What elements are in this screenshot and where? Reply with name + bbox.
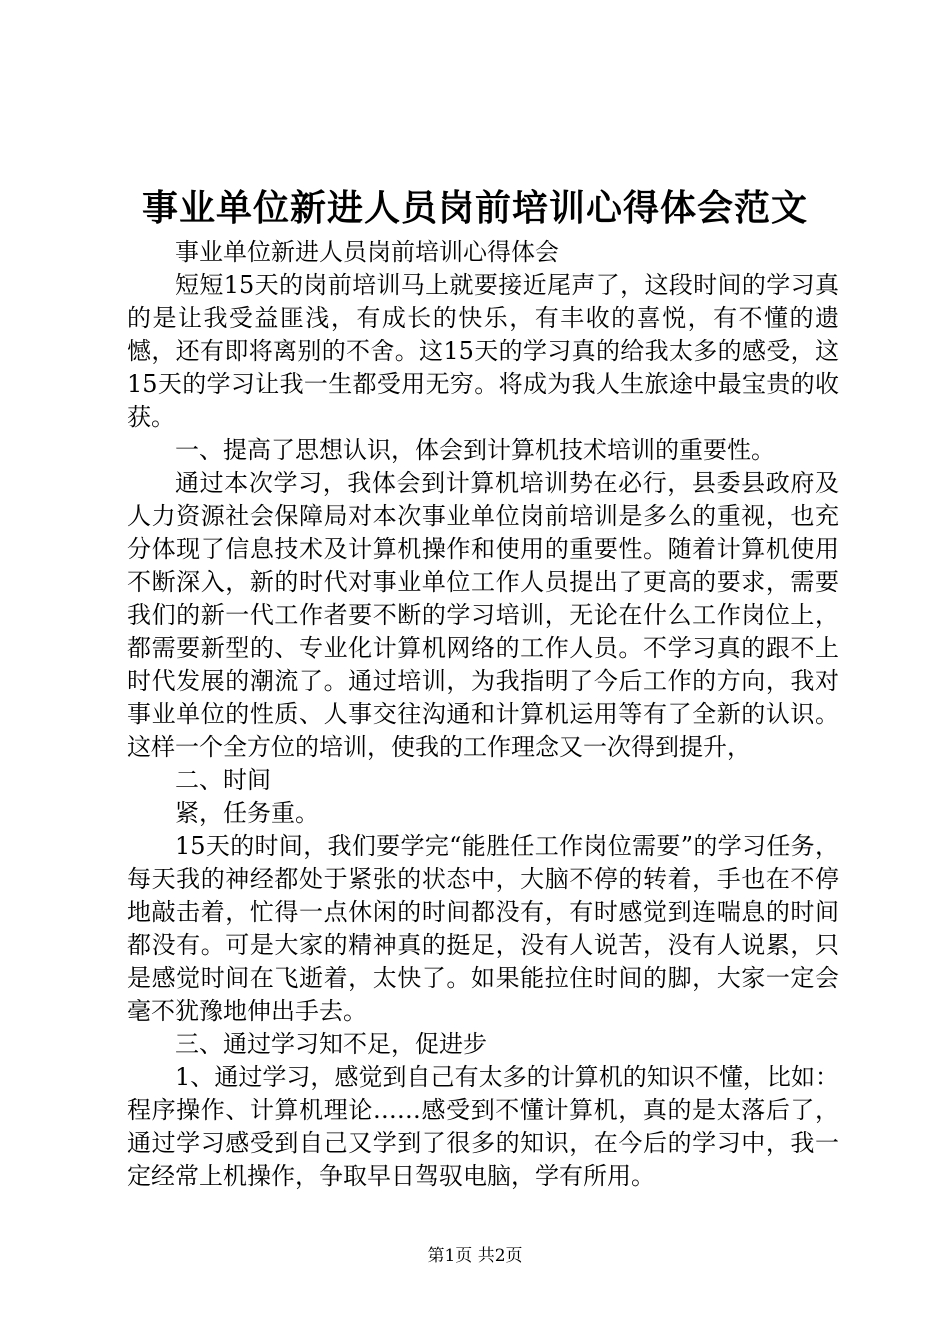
section-heading-1: 一、提高了思想认识，体会到计算机技术培训的重要性。 [175,436,775,464]
paragraph-intro: 短短15天的岗前培训马上就要接近尾声了，这段时间的学习真的是让我受益匪浅，有成长的快乐，有丰收的喜悦，有不懂的遗憾，还有即将离别的不舍。这15天的学习真的给我太多的感受，这15天的学习让我一生都受用无穷。将成为我人生旅途中最宝贵的收获。 [127,271,839,431]
document-title: 事业单位新进人员岗前培训心得体会范文 [141,187,808,229]
section-heading-3: 三、通过学习知不足，促进步 [175,1030,487,1058]
paragraph-subtitle: 事业单位新进人员岗前培训心得体会 [175,238,559,266]
section-heading-2: 二、时间 [175,766,271,794]
section-heading-2-continued: 紧，任务重。 [175,799,319,827]
page-footer: 第1页 共2页 [427,1246,523,1266]
paragraph-section-1: 通过本次学习，我体会到计算机培训势在必行，县委县政府及人力资源社会保障局对本次事业单位岗前培训是多么的重视，也充分体现了信息技术及计算机操作和使用的重要性。随着计算机使用不断深入，新的时代对事业单位工作人员提出了更高的要求，需要我们的新一代工作者要不断的学习培训，无论在什么工作岗位上，都需要新型的、专业化计算机网络的工作人员。不学习真的跟不上时代发展的潮流了。通过培训，为我指明了今后工作的方向，我对事业单位的性质、人事交往沟通和计算机运用等有了全新的认识。这样一个全方位的培训，使我的工作理念又一次得到提升， [127,469,839,761]
paragraph-section-2: 15天的时间，我们要学完“能胜任工作岗位需要”的学习任务，每天我的神经都处于紧张的状态中，大脑不停的转着，手也在不停地敲击着，忙得一点休闲的时间都没有，有时感觉到连喘息的时间都没有。可是大家的精神真的挺足，没有人说苦，没有人说累，只是感觉时间在飞逝着，太快了。如果能拉住时间的脚，大家一定会毫不犹豫地伸出手去。 [127,832,839,1025]
paragraph-section-3-item-1: 1、通过学习，感觉到自己有太多的计算机的知识不懂，比如：程序操作、计算机理论……感受到不懂计算机，真的是太落后了，通过学习感受到自己又学到了很多的知识，在今后的学习中，我一定经常上机操作，争取早日驾驭电脑，学有所用。 [127,1063,839,1190]
document-body [127,236,839,1193]
